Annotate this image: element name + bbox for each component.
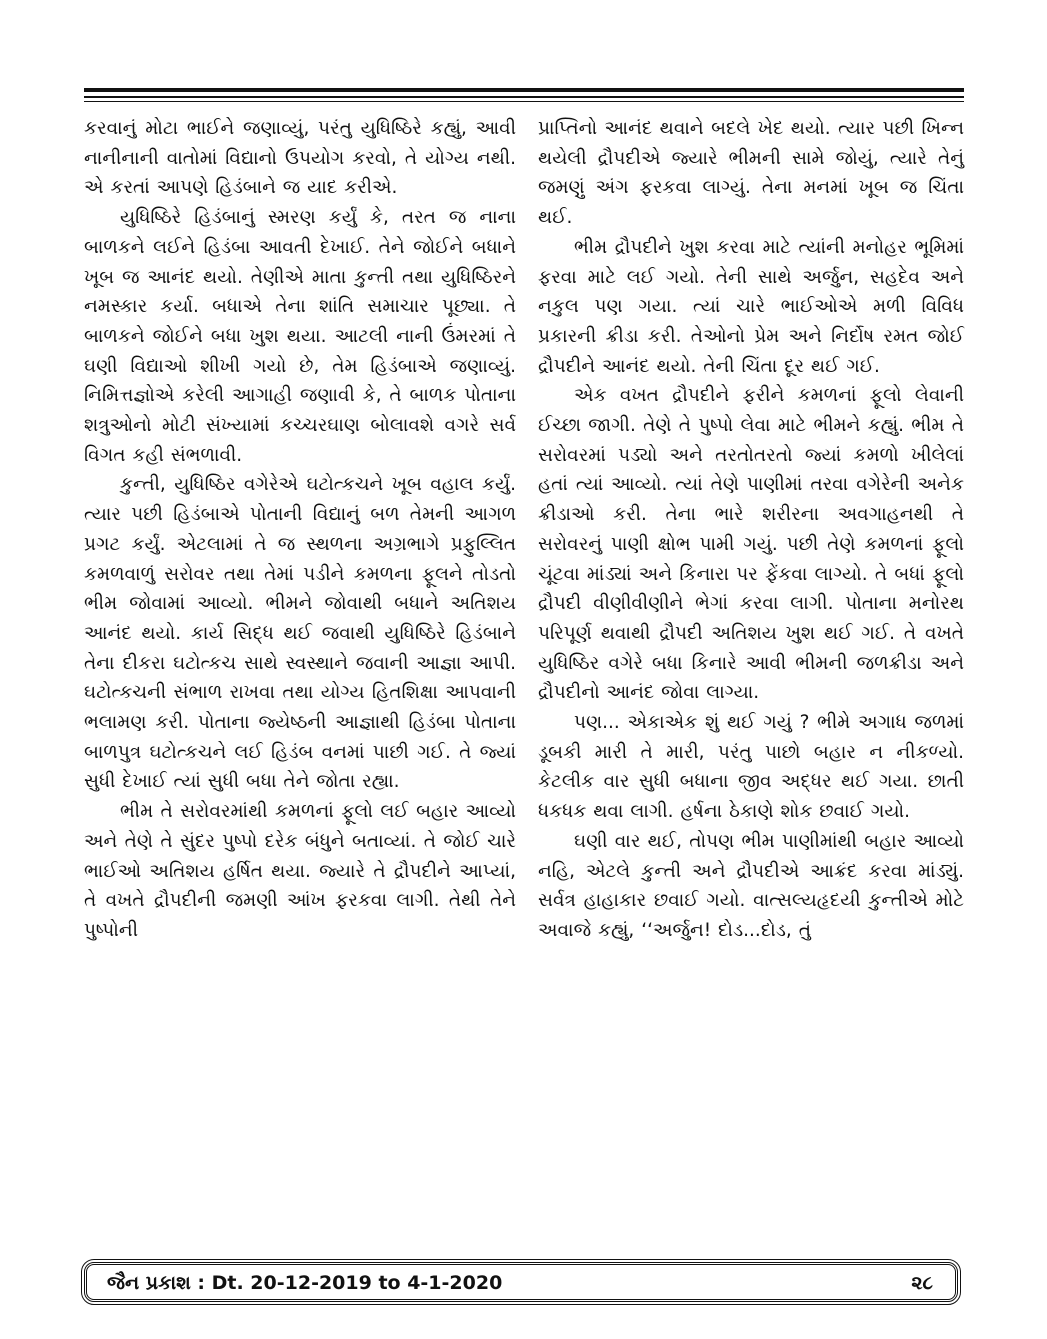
paragraph: એક વખત દ્રૌપદીને ફરીને કમળનાં ફૂલો લેવાની ઈચ્છા જાગી. તેણે તે પુષ્પો લેવા માટે ભીમને કહ્યું. ભીમ તે સરોવરમાં પડ્યો અને તરતોતરતો જ્યાં કમળો ખીલેલાં હતાં ત્યાં આવ્યો. ત્યાં તેણે પાણીમાં તરવા વગેરેની અનેક ક્રીડાઓ કરી. તેના ભારે શરીરના અવગાહનથી તે સરોવરનું પાણી ક્ષોભ પામી ગયું. પછી તેણે કમળનાં ફૂલો ચૂંટવા માંડ્યાં અને કિનારા પર ફેંકવા લાગ્યો. તે બધાં ફૂલો દ્રૌપદી વીણીવીણીને ભેગાં કરવા લાગી. પોતાના મનોરથ પરિપૂર્ણ થવાથી દ્રૌપદી અતિશય ખુશ થઈ ગઈ. તે વખતે યુધિષ્ઠિર વગેરે બધા કિનારે આવી ભીમની જળક્રીડા અને દ્રૌપદીનો આનંદ જોવા લાગ્યા. — [538, 385, 964, 704]
paragraph: કુન્તી, યુધિષ્ઠિર વગેરેએ ઘટોત્કચને ખૂબ વહાલ કર્યું. ત્યાર પછી હિડંબાએ પોતાની વિદ્યાનું બળ તેમની આગળ પ્રગટ કર્યું. એટલામાં તે જ સ્થળના અગ્રભાગે પ્રફુલ્લિત કમળવાળું સરોવર તથા તેમાં પડીને કમળના ફૂલને તોડતો ભીમ જોવામાં આવ્યો. ભીમને જોવાથી બધાને અતિશય આનંદ થયો. કાર્ય સિદ્ધ થઈ જવાથી યુધિષ્ઠિરે હિડંબાને તેના દીકરા ઘટોત્કચ સાથે સ્વસ્થાને જવાની આજ્ઞા આપી. ઘટોત્કચની સંભાળ રાખવા તથા યોગ્ય હિતશિક્ષા આપવાની ભલામણ કરી. પોતાના જ્યેષ્ઠની આજ્ઞાથી હિડંબા પોતાના બાળપુત્ર ઘટોત્કચને લઈ હિડંબ વનમાં પાછી ગઈ. તે જ્યાં સુધી દેખાઈ ત્યાં સુધી બધા તેને જોતા રહ્યા. — [84, 474, 516, 793]
paragraph: ભીમ તે સરોવરમાંથી કમળનાં ફૂલો લઈ બહાર આવ્યો અને તેણે તે સુંદર પુષ્પો દરેક બંધુને બતાવ્યાં. તે જોઈ ચારે ભાઈઓ અતિશય હર્ષિત થયા. જ્યારે તે દ્રૌપદીને આપ્યાં, તે વખતે દ્રૌપદીની જમણી આંખ ફરકવા લાગી. તેથી તેને પુષ્પોની — [84, 801, 517, 941]
publication-info: જૈન પ્રકાશ : Dt. 20-12-2019 to 4-1-2020 — [107, 1272, 503, 1294]
page-footer — [84, 1262, 958, 1302]
paragraph: યુધિષ્ઠિરે હિડંબાનું સ્મરણ કર્યું કે, તરત જ નાના બાળકને લઈને હિડંબા આવતી દેખાઈ. તેને જોઈને બધાને ખૂબ જ આનંદ થયો. તેણીએ માતા કુન્તી તથા યુધિષ્ઠિરને નમસ્કાર કર્યા. બધાએ તેના શાંતિ સમાચાર પૂછ્યા. તે બાળકને જોઈને બધા ખુશ થયા. આટલી નાની ઉંમરમાં તે ઘણી વિદ્યાઓ શીખી ગયો છે, તેમ હિડંબાએ જણાવ્યું. નિમિત્તજ્ઞોએ કરેલી આગાહી જણાવી કે, તે બાળક પોતાના શત્રુઓનો મોટી સંખ્યામાં કચ્ચરઘાણ બોલાવશે વગરે સર્વ વિગત કહી સંભળાવી. — [84, 207, 516, 466]
paragraph: ઘણી વાર થઈ, તોપણ ભીમ પાણીમાંથી બહાર આવ્યો નહિ, એટલે કુન્તી અને દ્રૌપદીએ આક્રંદ કરવા માંડ્યું. સર્વત્ર હાહાકાર છવાઈ ગયો. વાત્સલ્યહૃદયી કુન્તીએ મોટે અવાજે કહ્યું, ‘‘અર્જુન! દોડ...દોડ, તું — [538, 830, 964, 941]
header-rule-thick — [84, 88, 964, 92]
paragraph: કરવાનું મોટા ભાઈને જણાવ્યું, પરંતુ યુધિષ્ઠિરે કહ્યું, આવી નાનીનાની વાતોમાં વિદ્યાનો ઉપયોગ કરવો, તે યોગ્ય નથી. એ કરતાં આપણે હિડંબાને જ યાદ કરીએ. — [84, 118, 516, 199]
header-rule-thin — [84, 101, 964, 102]
right-column — [538, 114, 964, 946]
article-body — [84, 114, 964, 946]
page-number: ૨૮ — [911, 1272, 933, 1294]
left-column — [84, 114, 516, 946]
paragraph: ભીમ દ્રૌપદીને ખુશ કરવા માટે ત્યાંની મનોહર ભૂમિમાં ફરવા માટે લઈ ગયો. તેની સાથે અર્જુન, સહદેવ અને નકુલ પણ ગયા. ત્યાં ચારે ભાઈઓએ મળી વિવિધ પ્રકારની ક્રીડા કરી. તેઓનો પ્રેમ અને નિર્દોષ રમત જોઈ દ્રૌપદીને આનંદ થયો. તેની ચિંતા દૂર થઈ ગઈ. — [538, 236, 964, 377]
paragraph: પ્રાપ્તિનો આનંદ થવાને બદલે ખેદ થયો. ત્યાર પછી ખિન્ન થયેલી દ્રૌપદીએ જ્યારે ભીમની સામે જોયું, ત્યારે તેનું જમણું અંગ ફરકવા લાગ્યું. તેના મનમાં ખૂબ જ ચિંતા થઈ. — [538, 118, 964, 229]
paragraph: પણ... એકાએક શું થઈ ગયું ? ભીમે અગાધ જળમાં ડૂબકી મારી તે મારી, પરંતુ પાછો બહાર ન નીકળ્યો. કેટલીક વાર સુધી બધાના જીવ અદ્ધર થઈ ગયા. છાતી ધકધક થવા લાગી. હર્ષના ઠેકાણે શોક છવાઈ ગયો. — [538, 712, 964, 823]
header-rule-medium — [84, 96, 964, 98]
